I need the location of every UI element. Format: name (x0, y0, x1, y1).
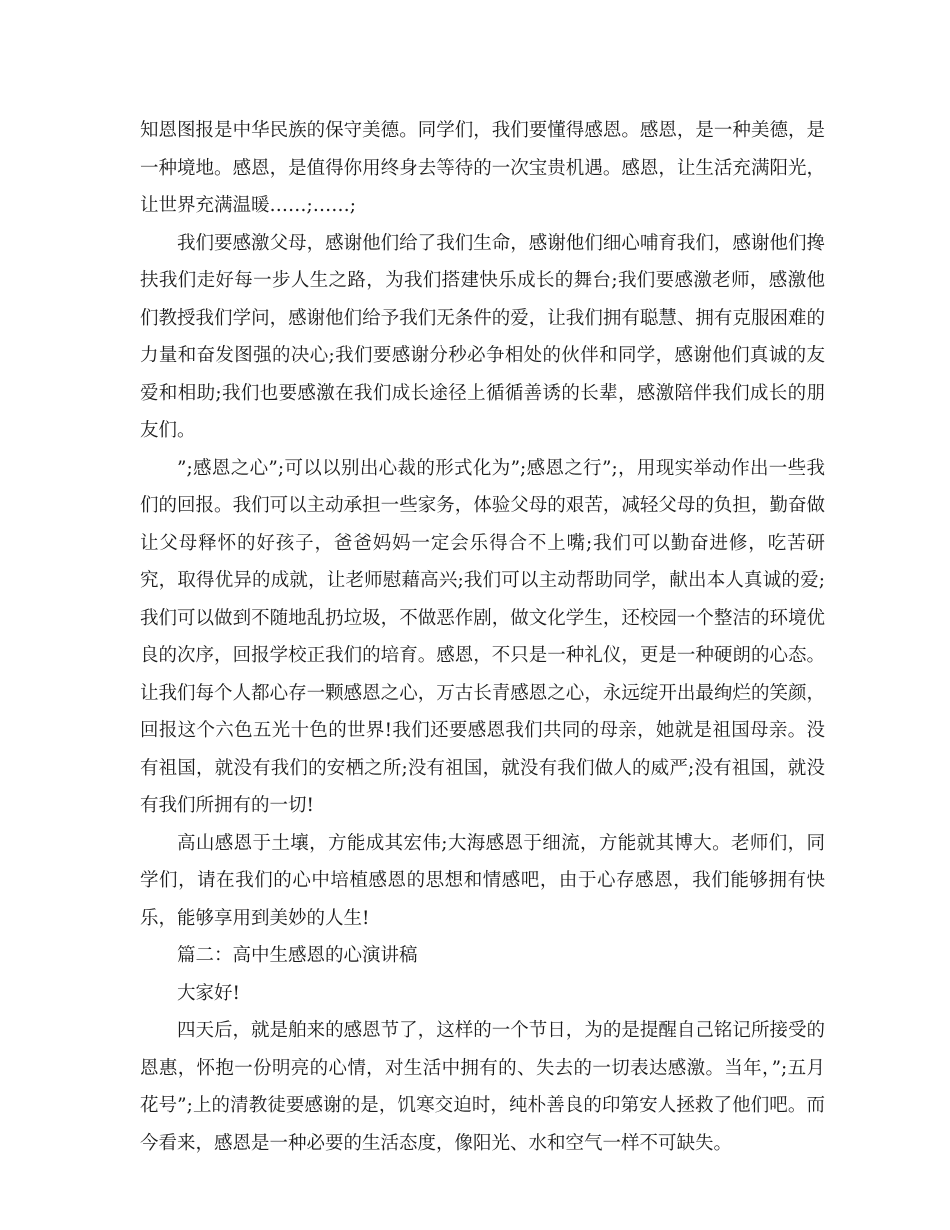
document-body (140, 112, 825, 1162)
paragraph-thanksgiving: 四天后，就是舶来的感恩节了，这样的一个节日，为的是提醒自己铭记所接受的恩惠，怀抱一份明亮的心情，对生活中拥有的、失去的一切表达感激。当年，”;五月花号”;上的清教徒要感谢的是，饥寒交迫时，纯朴善良的印第安人拯救了他们吧。而今看来，感恩是一种必要的生活态度，像阳光、水和空气一样不可缺失。 (140, 1020, 825, 1154)
section-heading-part-two: 篇二：高中生感恩的心演讲稿 (177, 945, 418, 966)
paragraph-grateful-actions: ”;感恩之心”;可以以别出心裁的形式化为”;感恩之行”;，用现实举动作出一些我们的回报。我们可以主动承担一些家务，体验父母的艰苦，减轻父母的负担，勤奋做让父母释怀的好孩子，爸爸妈妈一定会乐得合不上嘴;我们可以勤奋进修，吃苦研究，取得优异的成就，让老师慰藉高兴;我们可以主动帮助同学，献出本人真诚的爱;我们可以做到不随地乱扔垃圾，不做恶作剧，做文化学生，还校园一个整洁的环境优良的次序，回报学校正我们的培育。感恩，不只是一种礼仪，更是一种硬朗的心态。让我们每个人都心存一颗感恩之心，万古长青感恩之心，永远绽开出最绚烂的笑颜，回报这个六色五光十色的世界!我们还要感恩我们共同的母亲，她就是祖国母亲。没有祖国，就没有我们的安栖之所;没有祖国，就没有我们做人的威严;没有祖国，就没有我们所拥有的一切! (140, 457, 825, 816)
paragraph-thank-parents-teachers: 我们要感激父母，感谢他们给了我们生命，感谢他们细心哺育我们，感谢他们搀扶我们走好每一步人生之路，为我们搭建快乐成长的舞台;我们要感激老师，感激他们教授我们学问，感谢他们给予我们无条件的爱，让我们拥有聪慧、拥有克服困难的力量和奋发图强的决心;我们要感谢分秒必争相处的伙伴和同学，感谢他们真诚的友爱和相助;我们也要感激在我们成长途径上循循善诱的长辈，感激陪伴我们成长的朋友们。 (140, 232, 825, 441)
greeting: 大家好! (177, 982, 240, 1004)
paragraph-gratitude-virtue: 知恩图报是中华民族的保守美德。同学们，我们要懂得感恩。感恩，是一种美德，是一种境地。感恩，是值得你用终身去等待的一次宝贵机遇。感恩，让生活充满阳光，让世界充满温暖……;……; (140, 120, 825, 216)
paragraph-mountains-seas: 高山感恩于土壤，方能成其宏伟;大海感恩于细流，方能就其博大。老师们，同学们，请在我们的心中培植感恩的思想和情感吧，由于心存感恩，我们能够拥有快乐，能够享用到美妙的人生! (140, 832, 825, 929)
